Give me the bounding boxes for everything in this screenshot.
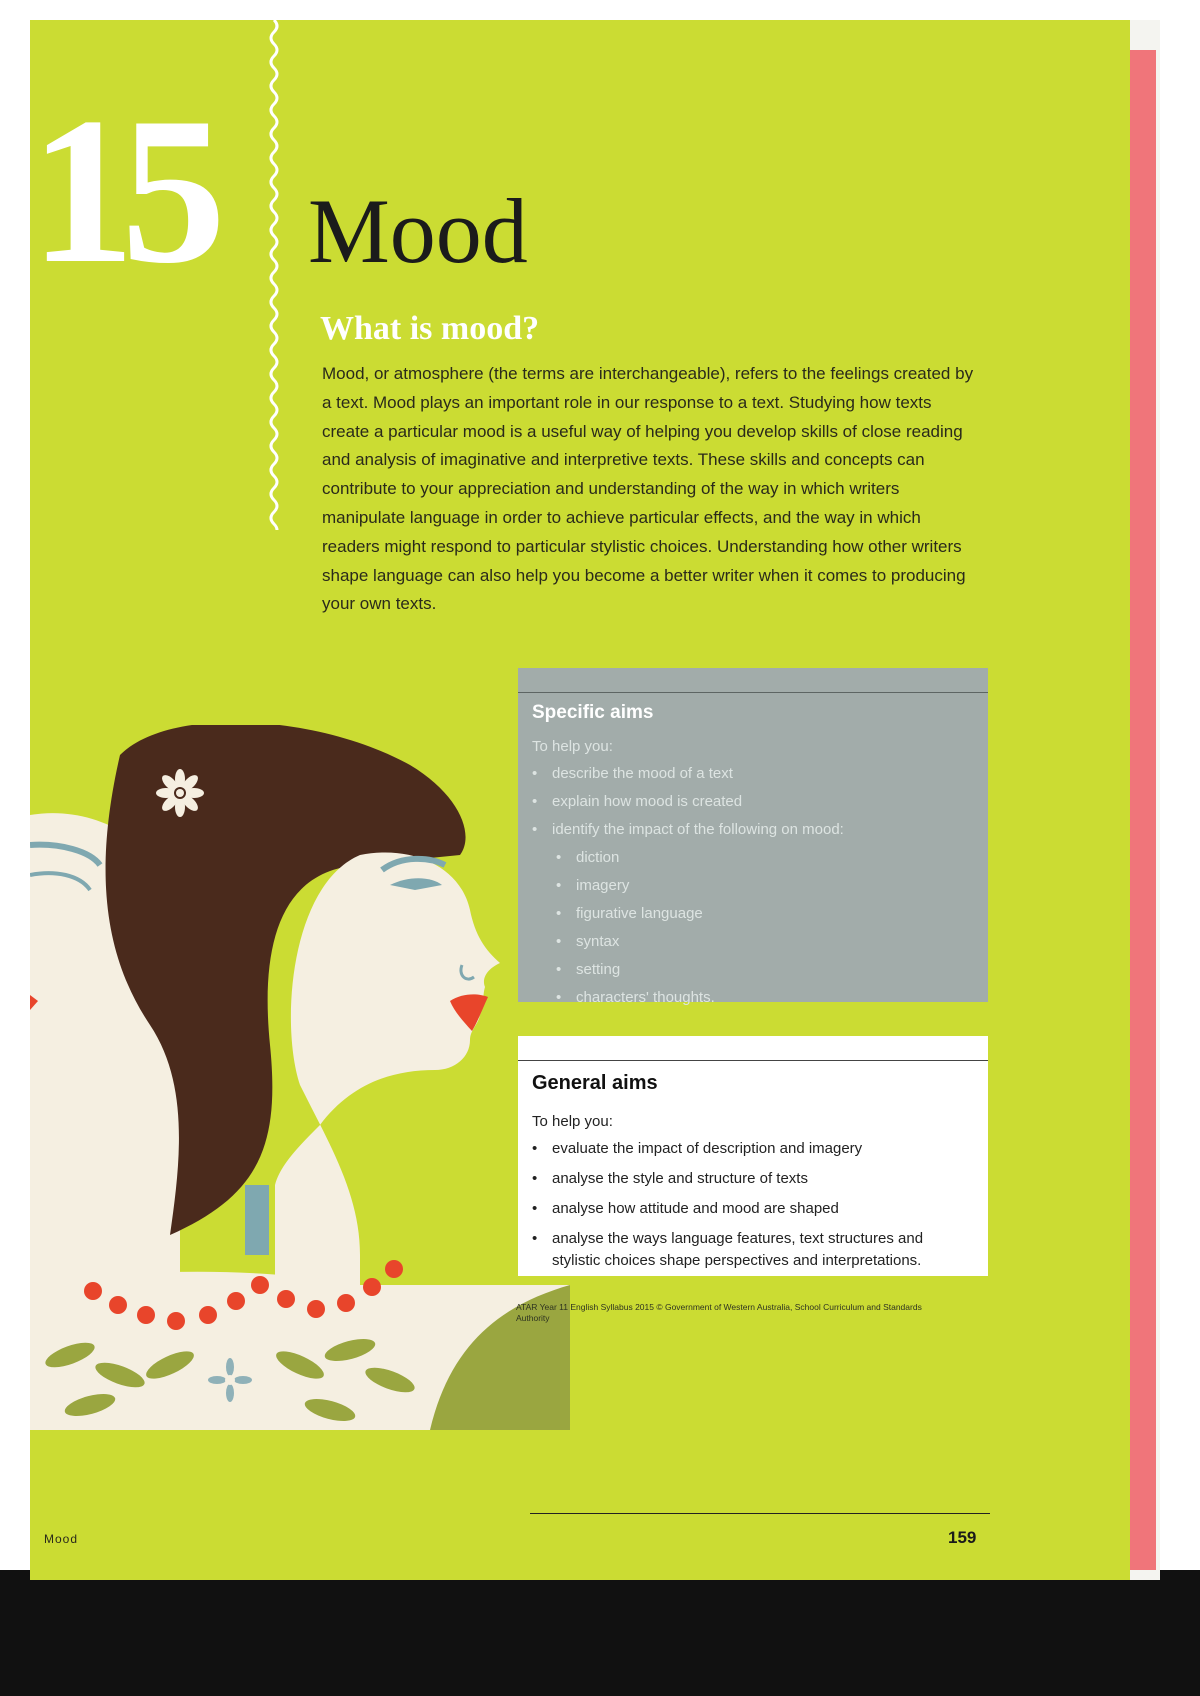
bullet-icon: • (532, 1200, 538, 1217)
list-item: • explain how mood is created (532, 788, 844, 816)
list-subitem: • characters' thoughts. (532, 984, 844, 1012)
list-item: • analyse the ways language features, text structures and stylistic choices shape perspectives and interpretations. (532, 1228, 972, 1272)
page-number: 159 (948, 1528, 977, 1547)
list-subitem: • imagery (532, 872, 844, 900)
bullet-icon: • (556, 905, 562, 922)
general-aims-list (532, 1138, 972, 1280)
two-faces-illustration (30, 725, 590, 1430)
bullet-icon: • (532, 793, 538, 810)
chapter-title: Mood (308, 180, 528, 282)
bullet-icon: • (532, 765, 538, 782)
list-subitem: • diction (532, 844, 844, 872)
source-note: ATAR Year 11 English Syllabus 2015 © Government of Western Australia, School Curriculum and Standards Authority (516, 1302, 922, 1323)
bullet-icon: • (556, 877, 562, 894)
list-item: • analyse the style and structure of texts (532, 1168, 972, 1190)
list-subitem: • syntax (532, 928, 844, 956)
section-heading: What is mood? (320, 310, 540, 347)
bullet-icon: • (532, 1140, 538, 1157)
general-aims-lead: To help you: (532, 1113, 613, 1130)
specific-aims-lead: To help you: (532, 738, 613, 755)
specific-aims-box (518, 668, 988, 1006)
intro-paragraph: Mood, or atmosphere (the terms are interchangeable), refers to the feelings created by a text. Mood plays an important role in our response to a text. Studying how texts create a particular mood is a useful way of helping you develop skills of close reading and analysis of imaginative and interpretive texts. These skills and concepts can contribute to your appreciation and understanding of the way in which writers manipulate language in order to achieve particular effects, and the way in which readers might respond to particular stylistic choices. Understanding how other writers shape language can also help you become a better writer when it comes to producing your own texts. (322, 364, 974, 614)
specific-aims-list (532, 760, 844, 1012)
bullet-icon: • (556, 961, 562, 978)
bullet-icon: • (532, 1170, 538, 1187)
chapter-number: 15 (30, 75, 212, 307)
general-aims-box (518, 1036, 988, 1276)
scan-background-band (0, 1570, 1200, 1696)
specific-aims-rule (518, 692, 988, 693)
bullet-icon: • (556, 989, 562, 1006)
running-head: Mood (44, 1532, 79, 1546)
bullet-icon: • (532, 1230, 538, 1247)
list-subitem: • figurative language (532, 900, 844, 928)
bullet-icon: • (556, 849, 562, 866)
specific-aims-title: Specific aims (532, 702, 654, 723)
list-item: • identify the impact of the following on mood: (532, 816, 844, 844)
footer-rule (530, 1513, 990, 1514)
general-aims-rule (518, 1060, 988, 1061)
list-subitem: • setting (532, 956, 844, 984)
wavy-divider (266, 20, 282, 530)
general-aims-title: General aims (532, 1072, 658, 1094)
list-item: • analyse how attitude and mood are shaped (532, 1198, 972, 1220)
bullet-icon: • (556, 933, 562, 950)
list-item: • evaluate the impact of description and imagery (532, 1138, 972, 1160)
list-item: • describe the mood of a text (532, 760, 844, 788)
book-page (30, 20, 1130, 1580)
bullet-icon: • (532, 821, 538, 838)
